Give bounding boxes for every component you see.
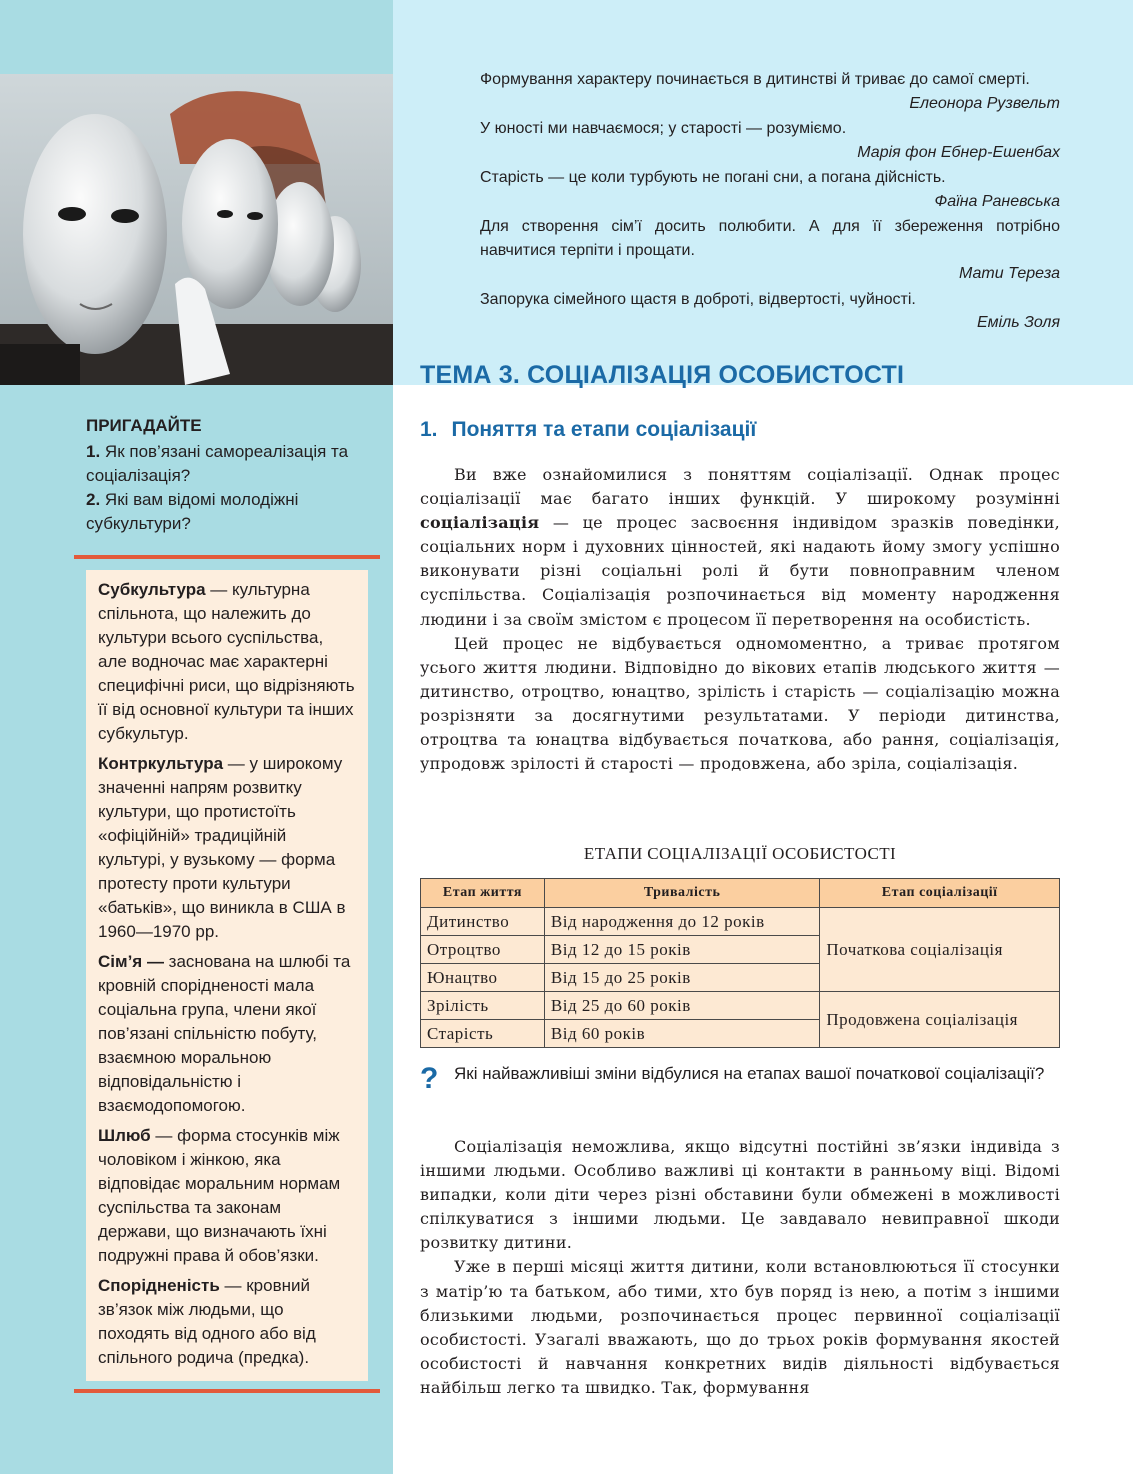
glossary-definition: заснована на шлюбі та кровній спорідненості мала соціальна група, члени якої пов’язані спільністю побуту, взаємною моральною відповідальністю і взаємодопомогою. xyxy=(98,952,351,1115)
question-text: Які найважливіші зміни відбулися на етапах вашої початкової соціалізації? xyxy=(454,1064,1045,1083)
recall-heading: ПРИГАДАЙТЕ xyxy=(86,416,202,435)
section-heading xyxy=(420,418,756,442)
paragraph-text: — це процес засвоєння індивідом зразків поведінки, соціальних норм і духовних цінностей, які надають йому змогу успішно виконувати різні соціальні ролі й бути повноправним членом суспільства. Соціалізація розпочинається від моменту народження людини і за своїм змістом є процесом її перетворення на особистість. xyxy=(420,513,1060,629)
duration-cell: Від 15 до 25 років xyxy=(544,964,819,992)
table-caption: ЕТАПИ СОЦІАЛІЗАЦІЇ ОСОБИСТОСТІ xyxy=(583,844,897,863)
glossary-entry xyxy=(98,950,356,1118)
life-stage-cell: Дитинство xyxy=(421,908,545,936)
glossary-entry xyxy=(98,1124,356,1268)
question-mark-icon: ? xyxy=(420,1062,439,1095)
quote-text: Старість — це коли турбують не погані сни, а погана дійсність. xyxy=(480,169,946,186)
quote-author: Фаїна Раневська xyxy=(934,192,1060,210)
quote-author: Еміль Золя xyxy=(976,314,1060,331)
recall-item-number: 1. xyxy=(86,442,101,461)
recall-item-text: Як пов’язані самореалізація та соціалізація? xyxy=(86,442,349,485)
epigraph-quotes xyxy=(480,68,1060,337)
quote-author: Марія фон Ебнер-Ешенбах xyxy=(857,143,1060,161)
life-stage-cell: Юнацтво xyxy=(421,964,545,992)
glossary-term: Субкультура xyxy=(98,580,206,599)
body-text-block-2 xyxy=(420,1135,1060,1400)
glossary-term: Сім’я — xyxy=(98,952,164,971)
life-stage-cell: Старість xyxy=(421,1020,545,1048)
duration-cell: Від 60 років xyxy=(544,1020,819,1048)
recall-item-text: Які вам відомі молодіжні субкультури? xyxy=(86,490,299,533)
socialization-stages-table xyxy=(420,878,1060,1048)
body-text-block-1 xyxy=(420,463,1060,776)
paragraph: Цей процес не відбувається одномоментно, а триває протягом усього життя людини. Відповідно до вікових етапів людського життя — дитинство, отроцтво, юнацтво, зрілість і старість — соціалізацію можна розрізняти за досягнутими результатами. У періоди дитинства, отроцтва та юнацтва відбувається початкова, або рання, соціалізація, упродовж зрілості й старості — продовжена, або зріла, соціалізація. xyxy=(420,633,1060,774)
quote-text: У юності ми навчаємося; у старості — розуміємо. xyxy=(480,120,847,137)
table-header-cell: Етап соціалізації xyxy=(820,879,1060,908)
quote-text: Для створення сім’ї досить полюбити. А для її збереження потрібно навчитися терпіти і прощати. xyxy=(480,218,1060,259)
section-title: Поняття та етапи соціалізації xyxy=(451,418,757,441)
masks-photo xyxy=(0,74,393,385)
paragraph: Соціалізація неможлива, якщо відсутні постійні зв’язки індивіда з іншими людьми. Особливо важливі ці контакти в ранньому віці. Відомі випадки, коли діти через різні обставини були обмежені в можливості спілкуватися з іншими людьми. Це завдавало невиправної шкоди розвитку дитини. xyxy=(420,1137,1060,1253)
recall-item xyxy=(86,440,376,488)
table-row xyxy=(421,992,1060,1020)
duration-cell: Від 12 до 15 років xyxy=(544,936,819,964)
glossary-entry xyxy=(98,1274,356,1370)
table-header-row xyxy=(421,879,1060,908)
socialization-stage-cell: Продовжена соціалізація xyxy=(820,992,1060,1048)
table-header-cell: Етап життя xyxy=(421,879,545,908)
quote-text: Запорука сімейного щастя в доброті, відвертості, чуйності. xyxy=(480,290,916,308)
divider-bottom xyxy=(74,1389,380,1393)
glossary-entry xyxy=(98,578,356,746)
glossary-entry xyxy=(98,752,356,944)
masks-illustration xyxy=(0,74,393,385)
question-block xyxy=(420,1062,1060,1095)
glossary-box xyxy=(86,570,368,1381)
section-number: 1. xyxy=(420,418,438,441)
key-term: соціалізація xyxy=(420,513,540,533)
life-stage-cell: Отроцтво xyxy=(421,936,545,964)
paragraph: Уже в перші місяці життя дитини, коли встановлюються її стосунки з матір’ю та батьком, або тими, хто був поряд із нею, а потім з іншими близькими людьми, розпочинається процес первинної соціалізації особистості. Узагалі вважають, що до трьох років формування якостей особистості й навчання конкретних видів діяльності відбувається найбільш легко та швидко. Так, формування xyxy=(420,1257,1060,1397)
glossary-term: Спорідненість xyxy=(98,1276,220,1295)
paragraph xyxy=(420,463,1060,632)
glossary-definition: — форма стосунків між чоловіком і жінкою, яка відповідає моральним нормам суспільства та законам держави, що визначають їхні подружні права й обов’язки. xyxy=(98,1126,341,1265)
recall-item xyxy=(86,488,376,536)
glossary-definition: — культурна спільнота, що належить до культури всього суспільства, але водночас має характерні специфічні риси, що відрізняють її від основної культури та інших субкультур. xyxy=(98,580,355,743)
topic-title: ТЕМА 3. СОЦІАЛІЗАЦІЯ ОСОБИСТОСТІ xyxy=(420,361,905,389)
glossary-definition: — кровний зв’язок між людьми, що походять від одного або від спільного родича (предка). xyxy=(98,1276,316,1367)
recall-item-number: 2. xyxy=(86,490,101,509)
glossary-term: Контркультура xyxy=(98,754,224,773)
table-row xyxy=(421,908,1060,936)
divider-top xyxy=(74,555,380,559)
quote-author: Мати Тереза xyxy=(959,265,1060,282)
recall-box xyxy=(86,414,376,536)
duration-cell: Від 25 до 60 років xyxy=(544,992,819,1020)
socialization-stage-cell: Початкова соціалізація xyxy=(820,908,1060,992)
life-stage-cell: Зрілість xyxy=(421,992,545,1020)
table-header-cell: Тривалість xyxy=(544,879,819,908)
paragraph-text: Ви вже ознайомилися з поняттям соціалізації. Однак процес соціалізації має багато інших функцій. У широкому розумінні xyxy=(420,465,1060,509)
glossary-term: Шлюб xyxy=(98,1126,151,1145)
duration-cell: Від народження до 12 років xyxy=(544,908,819,936)
glossary-definition: — у широкому значенні напрям розвитку культури, що протистоїть «офіційній» традиційній культурі, у вузькому — форма протесту проти культури «батьків», що виникла в США в 1960—1970 рр. xyxy=(98,754,346,941)
quote-author: Елеонора Рузвельт xyxy=(909,94,1060,112)
quote-text: Формування характеру починається в дитинстві й триває до самої смерті. xyxy=(480,71,1030,88)
